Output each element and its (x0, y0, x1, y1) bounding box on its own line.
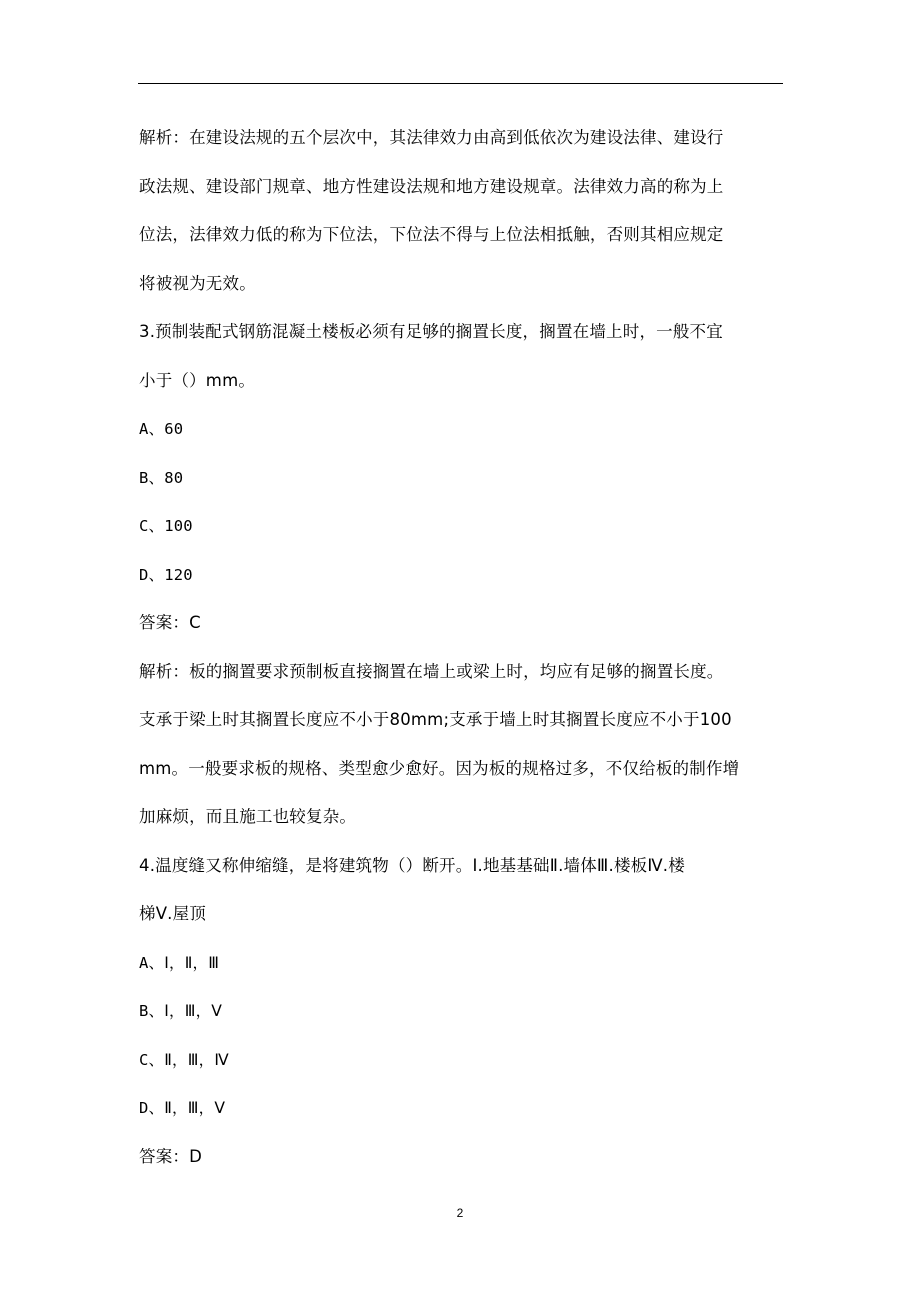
q2-explanation-line-3: 位法，法律效力低的称为下位法，下位法不得与上位法相抵触，否则其相应规定 (139, 225, 724, 244)
q3-question-line-2: 小于（）mm。 (139, 370, 256, 390)
q3-question-line-1: 3.预制装配式钢筋混凝土楼板必须有足够的搁置长度，搁置在墙上时，一般不宜 (139, 322, 723, 341)
q4-option-d: D、Ⅱ，Ⅲ，Ⅴ (139, 1099, 226, 1117)
q4-option-c: C、Ⅱ，Ⅲ，Ⅳ (139, 1050, 229, 1069)
q4-question-line-2: 梯Ⅴ.屋顶 (139, 904, 207, 923)
q4-option-a: A、Ⅰ，Ⅱ，Ⅲ (139, 953, 220, 972)
q3-option-c: C、100 (139, 517, 193, 535)
q3-answer: 答案：C (139, 613, 201, 632)
q3-option-b: B、80 (139, 468, 184, 487)
page-number: 2 (456, 1206, 464, 1220)
q3-explanation-line-3: mm。一般要求板的规格、类型愈少愈好。因为板的规格过多，不仅给板的制作增 (139, 758, 740, 778)
document-body (139, 114, 789, 1181)
q3-explanation-line-4: 加麻烦，而且施工也较复杂。 (139, 807, 357, 826)
q3-explanation-line-1: 解析：板的搁置要求预制板直接搁置在墙上或梁上时，均应有足够的搁置长度。 (139, 661, 724, 681)
q3-option-a: A、60 (139, 420, 184, 438)
header-rule (138, 83, 783, 84)
q3-option-d: D、120 (139, 565, 193, 584)
q4-question-line-1: 4.温度缝又称伸缩缝，是将建筑物（）断开。Ⅰ.地基基础Ⅱ.墙体Ⅲ.楼板Ⅳ.楼 (139, 855, 685, 875)
q4-option-b: B、Ⅰ，Ⅲ，Ⅴ (139, 1002, 223, 1020)
q4-answer: 答案：D (139, 1146, 203, 1166)
q2-explanation-line-1: 解析：在建设法规的五个层次中，其法律效力由高到低依次为建设法律、建设行 (139, 128, 724, 147)
q2-explanation-line-4: 将被视为无效。 (139, 273, 256, 293)
q2-explanation-line-2: 政法规、建设部门规章、地方性建设法规和地方建设规章。法律效力高的称为上 (139, 176, 724, 196)
q3-explanation-line-2: 支承于梁上时其搁置长度应不小于80mm;支承于墙上时其搁置长度应不小于100 (139, 710, 732, 729)
